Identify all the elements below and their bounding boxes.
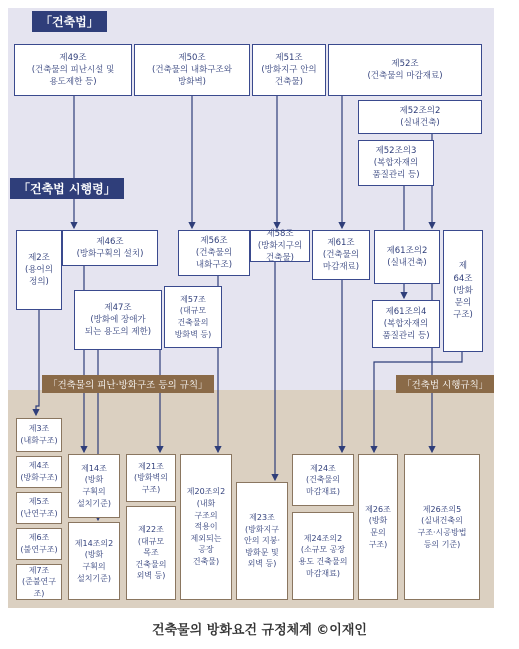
rule-article-26: 제26조 (방화 문의 구조)	[358, 454, 398, 600]
act-article-49: 제49조 (건축물의 피난시설 및 용도제한 등)	[14, 44, 132, 96]
decree-article-61-4: 제61조의4 (복합자재의 품질관리 등)	[372, 300, 440, 348]
fire-rule-label: 「건축물의 피난·방화구조 등의 규칙」	[42, 375, 214, 393]
rule-article-14-2: 제14조의2 (방화 구획의 설치기준)	[68, 522, 120, 600]
rule-article-3: 제3조 (내화구조)	[16, 418, 62, 452]
rule-article-7: 제7조 (준불연구조)	[16, 564, 62, 600]
act-article-50: 제50조 (건축물의 내화구조와 방화벽)	[134, 44, 250, 96]
decree-article-57: 제57조 (대규모 건축물의 방화벽 등)	[164, 286, 222, 348]
decree-article-2: 제2조 (용어의 정의)	[16, 230, 62, 310]
decree-article-61-2: 제61조의2 (실내건축)	[374, 230, 440, 284]
rule-article-23: 제23조 (방화지구 안의 지붕· 방화문 및 외벽 등)	[236, 482, 288, 600]
act-article-51: 제51조 (방화지구 안의 건축물)	[252, 44, 326, 96]
rule-article-24-2: 제24조의2 (소규모 공장 용도 건축물의 마감재료)	[292, 512, 354, 600]
act-article-52-2: 제52조의2 (실내건축)	[358, 100, 482, 134]
decree-article-56: 제56조 (건축물의 내화구조)	[178, 230, 250, 276]
decree-label: 「건축법 시행령」	[10, 178, 124, 199]
arrow-64-26	[374, 352, 462, 452]
rule-article-4: 제4조 (방화구조)	[16, 456, 62, 488]
act-label: 「건축법」	[32, 11, 107, 32]
rule-article-20-2: 제20조의2 (내화 구조의 적용이 제외되는 공장 건축물)	[180, 454, 232, 600]
arrow-2-3	[36, 310, 39, 415]
rule-article-22: 제22조 (대규모 목조 건축물의 외벽 등)	[126, 506, 176, 600]
rule-article-21: 제21조 (방화벽의 구조)	[126, 454, 176, 502]
act-article-52: 제52조 (건축물의 마감재료)	[328, 44, 482, 96]
act-article-52-3: 제52조의3 (복합자재의 품질관리 등)	[358, 140, 434, 186]
rule-article-14: 제14조 (방화 구획의 설치기준)	[68, 454, 120, 518]
decree-article-46: 제46조 (방화구획의 설치)	[62, 230, 158, 266]
decree-article-64: 제 64조 (방화 문의 구조)	[443, 230, 483, 352]
decree-article-58: 제58조 (방화지구의 건축물)	[250, 230, 310, 262]
enforcement-rule-label: 「건축법 시행규칙」	[396, 375, 494, 393]
figure-caption: 건축물의 방화요건 규정체계 ©이재인	[152, 623, 367, 638]
rule-article-26-5: 제26조의5 (실내건축의 구조·시공방법 등의 기준)	[404, 454, 480, 600]
decree-article-61: 제61조 (건축물의 마감재료)	[312, 230, 370, 280]
rule-article-24: 제24조 (건축물의 마감재료)	[292, 454, 354, 506]
rule-article-6: 제6조 (불연구조)	[16, 528, 62, 560]
decree-article-47: 제47조 (방화에 장애가 되는 용도의 제한)	[74, 290, 162, 350]
rule-article-5: 제5조 (난연구조)	[16, 492, 62, 524]
